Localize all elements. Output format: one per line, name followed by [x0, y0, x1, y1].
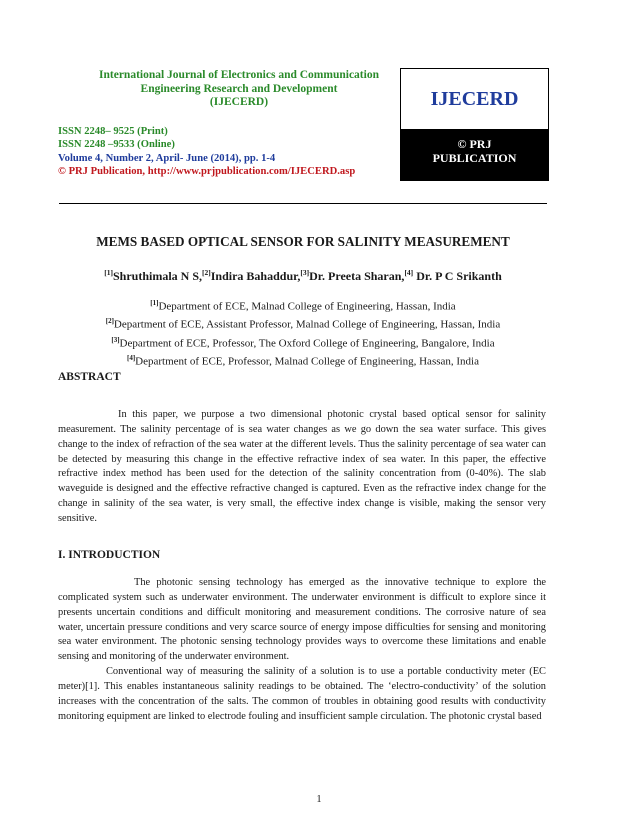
affiliation-4	[60, 351, 546, 369]
affiliation-2	[60, 314, 546, 332]
author-4-name: Dr. P C Srikanth	[413, 269, 502, 283]
affiliation-2-ref: [2]	[105, 317, 114, 326]
journal-title	[80, 69, 398, 110]
journal-brand-name: IJECERD	[430, 88, 519, 110]
author-2-ref: [2]	[202, 268, 211, 277]
publisher-badge	[401, 129, 548, 180]
journal-title-line-2: Engineering Research and Development	[140, 82, 338, 95]
abstract-heading: ABSTRACT	[58, 371, 121, 383]
affiliation-1-text: Department of ECE, Malnad College of Engineering, Hassan, India	[158, 300, 456, 313]
author-4-ref: [4]	[404, 268, 414, 277]
introduction-paragraph-2: Conventional way of measuring the salinity of a solution is to use a portable conductivity meter (EC meter)[1]. This enables instantaneous salinity readings to be obtained. The ‘electro-conductivity’ of the solution increases with the concentration of the salts. The common of troubles in obtaining good results with conductivity monitoring equipment are linked to electrode fouling and insufficient sample circulation. The photonic crystal based	[58, 666, 546, 722]
journal-logo-box	[400, 68, 549, 181]
abstract-paragraph: In this paper, we purpose a two dimensional photonic crystal based optical sensor for salinity measurement. The salinity percentage of is sea water changes as we go down the sea water surface. This gives change to the index of refraction of the sea water at the different levels. Thus the salinity percentage of sea water can be detected by measuring this change in the effective refractive index of sea water. In this paper, the effective refractive index method has been used for the detection of the salinity concentration from (0-40%). The slab waveguide is designed and the effective refractive changed is captured. Even as the refractive index change for the change in salinity of the sea water, is very small, the effective index change is visible, making the sensor very sensitive.	[58, 409, 546, 524]
publisher-badge-line-2: PUBLICATION	[432, 151, 517, 165]
journal-title-line-1: International Journal of Electronics and Communication	[99, 69, 379, 81]
author-1-ref: [1]	[104, 268, 113, 277]
volume-info: Volume 4, Number 2, April- June (2014), pp. 1-4	[58, 152, 276, 164]
introduction-body	[58, 576, 546, 724]
affiliation-4-ref: [4]	[126, 354, 136, 363]
affiliation-2-text: Department of ECE, Assistant Professor, Malnad College of Engineering, Hassan, India	[113, 319, 501, 332]
issn-online: ISSN 2248 –9533 (Online)	[58, 139, 175, 151]
publisher-badge-line-1: © PRJ	[457, 137, 492, 151]
affiliation-4-text: Department of ECE, Professor, Malnad College of Engineering, Hassan, India	[135, 356, 479, 369]
affiliation-list	[60, 296, 546, 370]
header-divider	[59, 203, 547, 204]
author-1-name: Shruthimala N S,	[112, 269, 202, 283]
affiliation-1	[60, 296, 546, 314]
affiliation-3-ref: [3]	[111, 335, 120, 344]
journal-title-line-3: (IJECERD)	[209, 96, 269, 108]
abstract-body	[58, 408, 546, 527]
introduction-heading: I. INTRODUCTION	[58, 549, 161, 561]
affiliation-1-ref: [1]	[150, 299, 159, 307]
paper-title: MEMS BASED OPTICAL SENSOR FOR SALINITY MEASUREMENT	[96, 234, 510, 249]
author-list	[60, 268, 546, 284]
issn-block	[58, 125, 398, 178]
author-3-name: Dr. Preeta Sharan,	[309, 269, 405, 283]
publisher-line[interactable]: © PRJ Publication, http://www.prjpublication.com/IJECERD.asp	[58, 165, 356, 177]
author-3-ref: [3]	[300, 268, 310, 277]
page-number: 1	[316, 794, 322, 805]
issn-print: ISSN 2248– 9525 (Print)	[58, 126, 168, 137]
introduction-paragraph-1: The photonic sensing technology has emerged as the innovative technique to explore the complicated system such as underwater environment. The underwater environment is difficult to explore since it presents uncertain conditions and difficult monitoring and measurement conditions. The corrosive nature of sea water, uncertain pressure conditions and very scarce source of energy impose difficulties for sensing and monitoring sea water environment. The photonic sensing technology provides ways to overcome these limitations and enable sensing and monitoring of the underwater environment.	[58, 577, 546, 663]
affiliation-3	[60, 333, 546, 351]
author-2-name: Indira Bahaddur,	[210, 269, 301, 283]
affiliation-3-text: Department of ECE, Professor, The Oxford College of Engineering, Bangalore, India	[119, 337, 495, 350]
